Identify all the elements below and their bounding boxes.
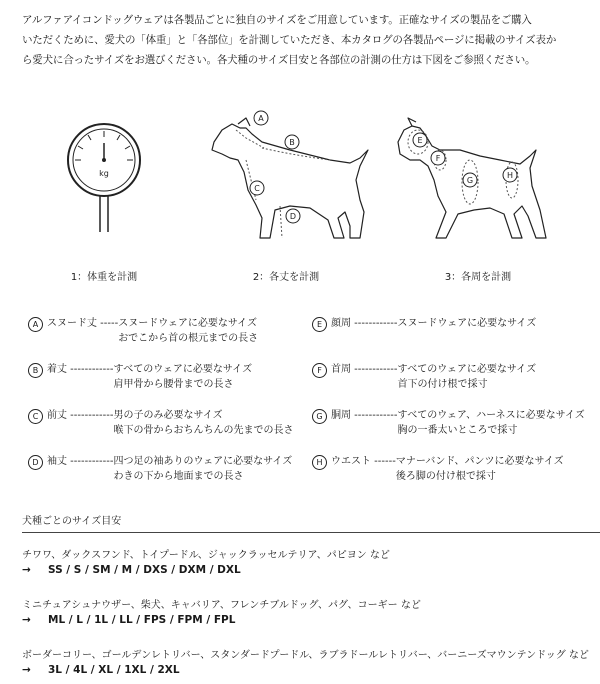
legend-desc: マナーバンド、パンツに必要なサイズ [395, 456, 564, 467]
legend-label: 顔周 ------------ [331, 318, 398, 329]
legend-desc-sub: 後ろ脚の付け根で採寸 [395, 471, 496, 482]
badge-d: D [28, 455, 43, 470]
badge-b: B [28, 363, 43, 378]
measurement-illustrations [0, 100, 600, 290]
breed-list-large: ボーダーコリー、ゴールデンレトリバー、スタンダードプードル、ラブラドールレトリバー、バーニーズマウンテンドッグ など [22, 650, 589, 661]
size-values: ML / L / 1L / LL / FPS / FPM / FPL [48, 614, 236, 626]
size-values: SS / S / SM / M / DXS / DXM / DXL [48, 564, 241, 576]
legend-desc: すべてのウェアに必要なサイズ [113, 364, 253, 375]
legend-desc: スヌードウェアに必要なサイズ [397, 318, 537, 329]
arrow-icon: → [22, 664, 31, 676]
legend-desc-sub: おでこから首の根元までの長さ [118, 333, 259, 344]
legend-left [28, 316, 293, 500]
marker-d: D [289, 212, 297, 221]
caption-girth: 3：各周を計測 [444, 272, 512, 283]
section-divider [22, 532, 600, 533]
legend-desc: すべてのウェアに必要なサイズ [397, 364, 537, 375]
marker-e: E [417, 136, 423, 145]
size-list-small [22, 564, 241, 576]
legend-desc: 男の子のみ必要なサイズ [113, 410, 223, 421]
legend-desc-sub: 胸の一番太いところで採寸 [397, 425, 518, 436]
marker-g: G [466, 176, 474, 185]
intro-paragraph [22, 10, 582, 70]
badge-g: G [312, 409, 327, 424]
badge-a: A [28, 317, 43, 332]
intro-line: ら愛犬に合ったサイズをお選びください。各犬種のサイズ目安と各部位の計測の仕方は下図をご参照ください。 [22, 54, 536, 66]
arrow-icon: → [22, 614, 31, 626]
breed-section-title: 犬種ごとのサイズ目安 [22, 516, 122, 527]
legend-label: 袖丈 ------------ [47, 456, 114, 467]
legend-desc-sub: 首下の付け根で採寸 [397, 379, 488, 390]
legend-desc-sub: わきの下から地面までの長さ [113, 471, 244, 482]
badge-h: H [312, 455, 327, 470]
legend-desc: スヌードウェアに必要なサイズ [118, 318, 258, 329]
legend-label: ウエスト ------ [331, 456, 396, 467]
arrow-icon: → [22, 564, 31, 576]
legend-desc: 四つ足の袖ありのウェアに必要なサイズ [113, 456, 293, 467]
scale-unit-label: kg [99, 169, 109, 178]
marker-a: A [258, 114, 264, 123]
scale-icon [68, 124, 140, 232]
badge-f: F [312, 363, 327, 378]
legend-label: 首周 ------------ [331, 364, 398, 375]
intro-line: いただくために、愛犬の「体重」と「各部位」を計測していただき、本カタログの各製品ページに掲載のサイズ表か [22, 34, 557, 46]
size-values: 3L / 4L / XL / 1XL / 2XL [48, 664, 180, 676]
marker-f: F [435, 154, 441, 163]
caption-weight: 1：体重を計測 [70, 272, 138, 283]
marker-c: C [254, 184, 260, 193]
legend-label: 胴周 ------------ [331, 410, 398, 421]
legend-label: 着丈 ------------ [47, 364, 114, 375]
legend-desc: すべてのウェア、ハーネスに必要なサイズ [397, 410, 585, 421]
legend-desc-sub: 喉下の骨からおちんちんの先までの長さ [113, 425, 294, 436]
badge-e: E [312, 317, 327, 332]
breed-list-medium: ミニチュアシュナウザー、柴犬、キャバリア、フレンチブルドッグ、パグ、コーギー など [22, 600, 421, 611]
legend-right [312, 316, 585, 500]
badge-c: C [28, 409, 43, 424]
legend-label: 前丈 ------------ [47, 410, 114, 421]
size-list-large [22, 664, 180, 676]
caption-length: 2：各丈を計測 [252, 272, 320, 283]
marker-b: B [289, 138, 295, 147]
legend-label: スヌード丈 ----- [47, 318, 119, 329]
breed-list-small: チワワ、ダックスフンド、トイプードル、ジャックラッセルテリア、パピヨン など [22, 550, 390, 561]
size-list-medium [22, 614, 235, 626]
marker-h: H [506, 171, 514, 180]
legend-desc-sub: 肩甲骨から腰骨までの長さ [113, 379, 234, 390]
intro-line: アルファアイコンドッグウェアは各製品ごとに独自のサイズをご用意しています。正確なサイズの製品をご購入 [22, 14, 532, 26]
